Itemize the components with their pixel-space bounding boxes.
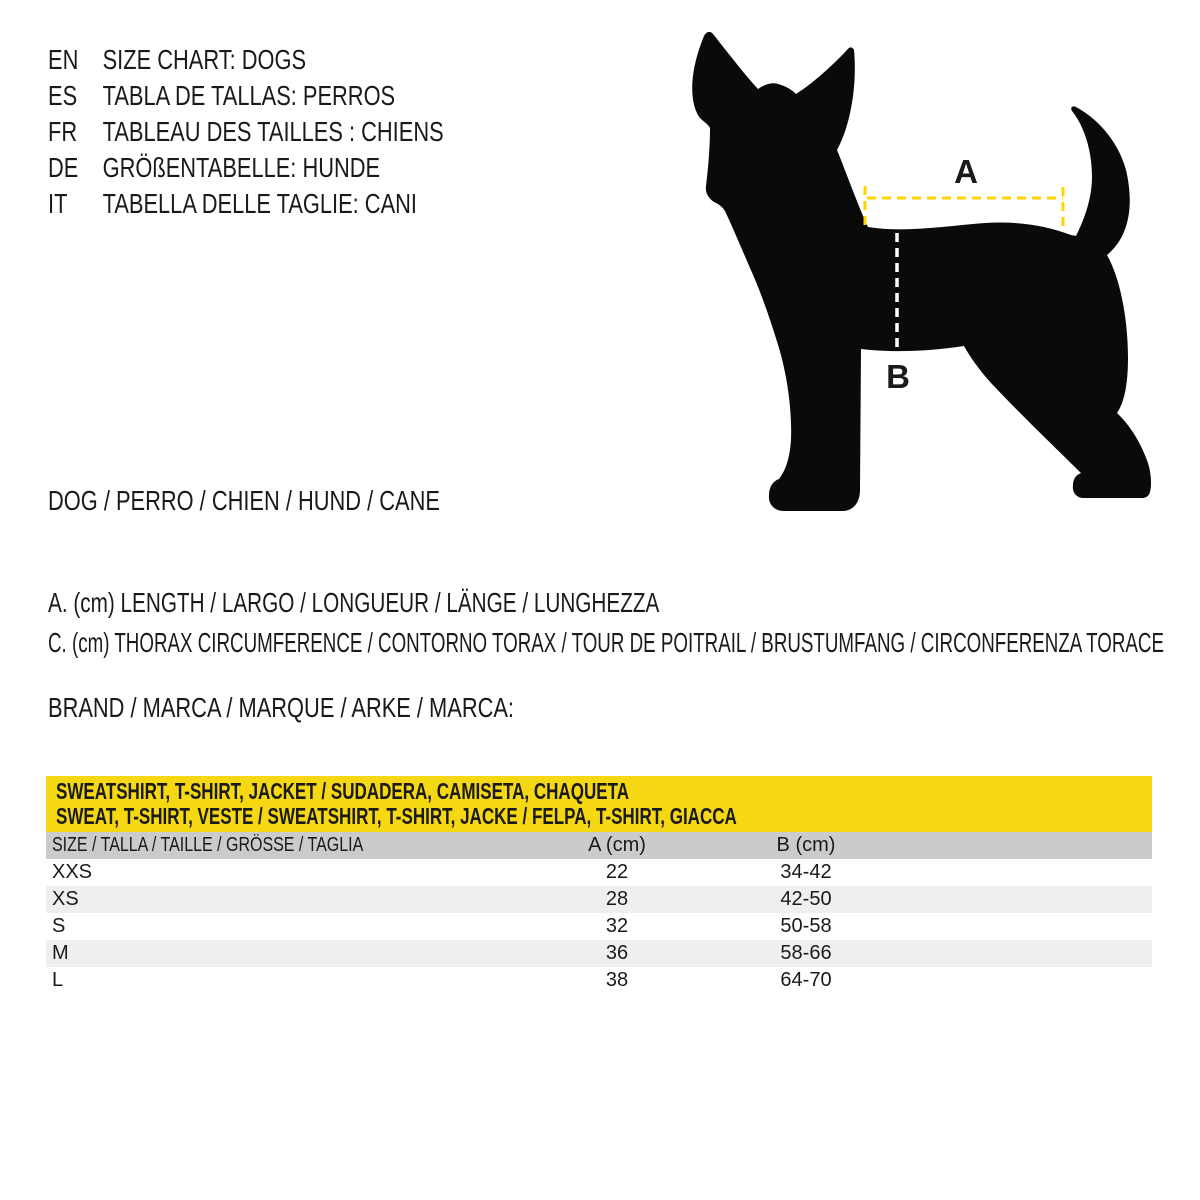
cell-a: 36 (605, 942, 629, 964)
language-row (48, 42, 306, 78)
cell-size: S (52, 915, 66, 937)
language-title: SIZE CHART: DOGS (102, 44, 307, 75)
measure-label-a: A (954, 153, 978, 190)
cell-size: XS (52, 888, 79, 910)
dog-measurement-diagram (680, 20, 1180, 520)
cell-b: 64-70 (780, 969, 832, 991)
language-code: DE (48, 152, 79, 183)
language-row (48, 114, 444, 150)
animal-caption: DOG / PERRO / CHIEN / HUND / CANE (48, 485, 440, 516)
language-code: IT (48, 188, 68, 219)
table-row (46, 913, 1152, 940)
length-measure-line-a (865, 186, 1063, 231)
language-title: GRÖßENTABELLE: HUNDE (102, 152, 381, 183)
cell-b: 50-58 (780, 915, 832, 937)
cell-size: M (52, 942, 69, 964)
header-size: SIZE / TALLA / TAILLE / GRÖSSE / TAGLIA (52, 834, 364, 856)
language-row (48, 186, 417, 222)
language-code: FR (48, 116, 78, 147)
legend-line-c: C. (cm) THORAX CIRCUMFERENCE / CONTORNO TORAX / TOUR DE POITRAIL / BRUSTUMFANG / CIRCONFERENZA TORACE (48, 627, 1165, 658)
table-row (46, 967, 1152, 994)
cell-size: L (52, 969, 64, 991)
table-row (46, 940, 1152, 967)
cell-b: 42-50 (780, 888, 832, 910)
language-title: TABLA DE TALLAS: PERROS (102, 80, 396, 111)
dog-silhouette-icon (692, 32, 1151, 511)
legend-line-a: A. (cm) LENGTH / LARGO / LONGUEUR / LÄNGE / LUNGHEZZA (48, 587, 660, 618)
banner-line-2: SWEAT, T-SHIRT, VESTE / SWEATSHIRT, T-SHIRT, JACKE / FELPA, T-SHIRT, GIACCA (56, 803, 737, 829)
language-title: TABELLA DELLE TAGLIE: CANI (102, 188, 417, 219)
language-row (48, 150, 380, 186)
cell-a: 22 (605, 861, 629, 883)
language-row (48, 78, 395, 114)
measure-label-b: B (886, 358, 910, 395)
header-col-b: B (cm) (776, 834, 836, 856)
garment-type-banner (46, 776, 1152, 832)
header-col-a: A (cm) (588, 834, 646, 856)
language-code: ES (48, 80, 78, 111)
cell-b: 58-66 (780, 942, 832, 964)
cell-a: 28 (605, 888, 629, 910)
cell-size: XXS (52, 861, 93, 883)
language-title: TABLEAU DES TAILLES : CHIENS (102, 116, 444, 147)
size-table (46, 776, 1152, 994)
language-code: EN (48, 44, 79, 75)
cell-a: 32 (605, 915, 629, 937)
cell-a: 38 (605, 969, 629, 991)
cell-b: 34-42 (780, 861, 832, 883)
language-title-list (48, 42, 555, 222)
brand-label: BRAND / MARCA / MARQUE / ARKE / MARCA: (48, 692, 515, 723)
table-row (46, 886, 1152, 913)
banner-line-1: SWEATSHIRT, T-SHIRT, JACKET / SUDADERA, CAMISETA, CHAQUETA (56, 778, 630, 804)
table-header-row (46, 832, 1152, 859)
table-row (46, 859, 1152, 886)
